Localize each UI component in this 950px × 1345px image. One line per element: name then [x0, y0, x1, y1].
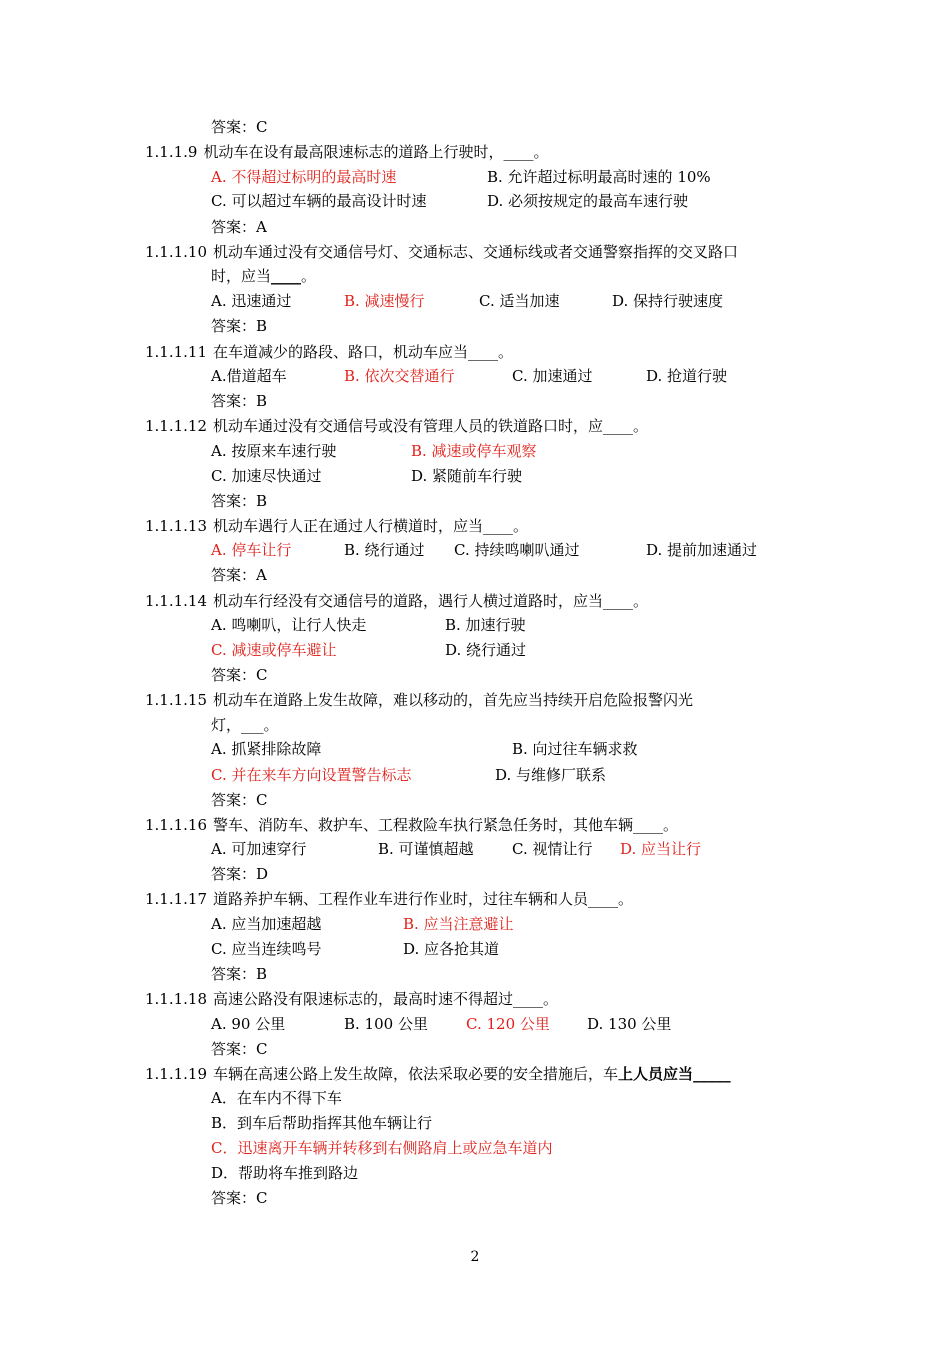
answer-line: 答案：C [211, 666, 268, 684]
question-number: 1.1.1.15 [145, 691, 208, 709]
question-19 [145, 1064, 731, 1084]
answer-line: 答案：C [211, 118, 268, 136]
question-number: 1.1.1.11 [145, 343, 208, 361]
option-a: A. 鸣喇叭，让行人快走 [211, 616, 367, 634]
question-text: 机动车在道路上发生故障，难以移动的，首先应当持续开启危险报警闪光 [213, 691, 694, 709]
option-c: C. 并在来车方向设置警告标志 [211, 766, 412, 784]
question-10 [145, 242, 738, 262]
answer-blank: ____ [483, 517, 514, 535]
answer-blank: ____ [603, 592, 634, 610]
option-b: B．到车后帮助指挥其他车辆让行 [211, 1114, 433, 1132]
option-b: B. 100 公里 [344, 1015, 428, 1033]
question-number: 1.1.1.17 [145, 890, 208, 908]
question-text-bold: 上人员应当 [618, 1065, 694, 1083]
option-c: C．迅速离开车辆并转移到右侧路肩上或应急车道内 [211, 1139, 553, 1157]
answer-blank: _____ [693, 1065, 731, 1083]
option-c: C. 视情让行 [512, 840, 593, 858]
option-d: D．帮助将车推到路边 [211, 1164, 359, 1182]
option-c: C. 加速尽快通过 [211, 467, 322, 485]
question-18: 1.1.1.18 高速公路没有限速标志的，最高时速不得超过____。 [145, 990, 559, 1008]
option-d: D. 必须按规定的最高车速行驶 [487, 192, 689, 210]
option-c: C. 应当连续鸣号 [211, 940, 322, 958]
question-12: 1.1.1.12 机动车通过没有交通信号或没有管理人员的铁道路口时，应____。 [145, 417, 649, 435]
answer-line: 答案：A [211, 218, 267, 236]
page-number: 2 [470, 1249, 480, 1265]
question-text: 警车、消防车、救护车、工程救险车执行紧急任务时，其他车辆 [213, 816, 634, 834]
option-c: C. 可以超过车辆的最高设计时速 [211, 192, 427, 210]
option-b: B. 向过往车辆求救 [512, 740, 638, 758]
answer-blank: ____ [468, 343, 499, 361]
option-a: A. 应当加速超越 [211, 915, 322, 933]
question-number: 1.1.1.16 [145, 816, 208, 834]
question-13: 1.1.1.13 机动车遇行人正在通过人行横道时，应当____。 [145, 517, 529, 535]
question-number: 1.1.1.9 [145, 143, 198, 161]
option-a: A.借道超车 [211, 367, 287, 385]
option-a: A. 可加速穿行 [211, 840, 307, 858]
question-15-continued: 灯，___。 [211, 716, 279, 734]
answer-line: 答案：B [211, 492, 268, 510]
question-text: 在车道减少的路段、路口，机动车应当 [213, 343, 469, 361]
answer-line: 答案：B [211, 965, 268, 983]
option-d: D. 应当让行 [620, 840, 702, 858]
answer-blank: ____ [588, 890, 619, 908]
option-a: A. 停车让行 [211, 541, 292, 559]
question-16: 1.1.1.16 警车、消防车、救护车、工程救险车执行紧急任务时，其他车辆____。 [145, 816, 679, 834]
question-10-continued: 时，应当____。 [211, 267, 317, 285]
question-text: 机动车通过没有交通信号或没有管理人员的铁道路口时，应 [213, 417, 604, 435]
option-c: C. 持续鸣喇叭通过 [454, 541, 580, 559]
option-b: B. 加速行驶 [445, 616, 526, 634]
option-a: A．在车内不得下车 [211, 1089, 342, 1107]
answer-blank: ___ [241, 716, 264, 734]
answer-line: 答案：C [211, 1040, 268, 1058]
answer-blank: ____ [513, 990, 544, 1008]
question-number: 1.1.1.19 [145, 1065, 208, 1083]
answer-blank: ____ [603, 417, 634, 435]
question-text: 机动车在设有最高限速标志的道路上行驶时， [203, 143, 504, 161]
answer-line: 答案：C [211, 791, 268, 809]
answer-line: 答案：B [211, 317, 268, 335]
option-a: A. 按原来车速行驶 [211, 442, 337, 460]
question-number: 1.1.1.14 [145, 592, 208, 610]
answer-blank: ____ [633, 816, 664, 834]
option-b: B. 依次交替通行 [344, 367, 455, 385]
question-text: 道路养护车辆、工程作业车进行作业时，过往车辆和人员 [213, 890, 589, 908]
option-b: B. 减速慢行 [344, 292, 425, 310]
answer-line: 答案：C [211, 1189, 268, 1207]
option-d: D. 与维修厂联系 [495, 766, 607, 784]
question-text: 机动车行经没有交通信号的道路，遇行人横过道路时，应当 [213, 592, 604, 610]
option-c: C. 加速通过 [512, 367, 593, 385]
answer-line: 答案：D [211, 865, 269, 883]
option-d: D. 130 公里 [587, 1015, 672, 1033]
question-number: 1.1.1.12 [145, 417, 208, 435]
question-17: 1.1.1.17 道路养护车辆、工程作业车进行作业时，过往车辆和人员____。 [145, 890, 634, 908]
question-text: 机动车通过没有交通信号灯、交通标志、交通标线或者交通警察指挥的交叉路口 [213, 243, 739, 261]
option-a: A. 抓紧排除故障 [211, 740, 322, 758]
answer-line: 答案：A [211, 566, 267, 584]
answer-blank: ____ [271, 267, 302, 285]
question-14: 1.1.1.14 机动车行经没有交通信号的道路，遇行人横过道路时，应当____。 [145, 592, 649, 610]
question-15 [145, 690, 693, 710]
option-d: D. 紧随前车行驶 [411, 467, 523, 485]
option-b: B. 应当注意避让 [403, 915, 514, 933]
answer-blank: ____ [503, 143, 534, 161]
question-number: 1.1.1.10 [145, 243, 208, 261]
option-c: C. 适当加速 [479, 292, 560, 310]
option-a: A. 90 公里 [211, 1015, 286, 1033]
option-b: B. 绕行通过 [344, 541, 425, 559]
option-d: D. 绕行通过 [445, 641, 527, 659]
option-b: B. 减速或停车观察 [411, 442, 537, 460]
question-text: 高速公路没有限速标志的，最高时速不得超过 [213, 990, 514, 1008]
option-d: D. 保持行驶速度 [612, 292, 724, 310]
option-d: D. 应各抢其道 [403, 940, 500, 958]
option-b: B. 可谨慎超越 [378, 840, 474, 858]
question-text: 机动车遇行人正在通过人行横道时，应当 [213, 517, 484, 535]
question-text: 车辆在高速公路上发生故障，依法采取必要的安全措施后，车 [213, 1065, 619, 1083]
question-number: 1.1.1.18 [145, 990, 208, 1008]
option-c: C. 120 公里 [466, 1015, 550, 1033]
option-c: C. 减速或停车避让 [211, 641, 337, 659]
option-a: A. 迅速通过 [211, 292, 292, 310]
option-d: D. 提前加速通过 [646, 541, 758, 559]
question-number: 1.1.1.13 [145, 517, 208, 535]
option-b: B. 允许超过标明最高时速的 10% [487, 168, 711, 186]
answer-line: 答案：B [211, 392, 268, 410]
option-a: A. 不得超过标明的最高时速 [211, 168, 397, 186]
question-11: 1.1.1.11 在车道减少的路段、路口，机动车应当____。 [145, 343, 514, 361]
option-d: D. 抢道行驶 [646, 367, 728, 385]
question-9: 1.1.1.9 机动车在设有最高限速标志的道路上行驶时，____。 [145, 143, 549, 161]
